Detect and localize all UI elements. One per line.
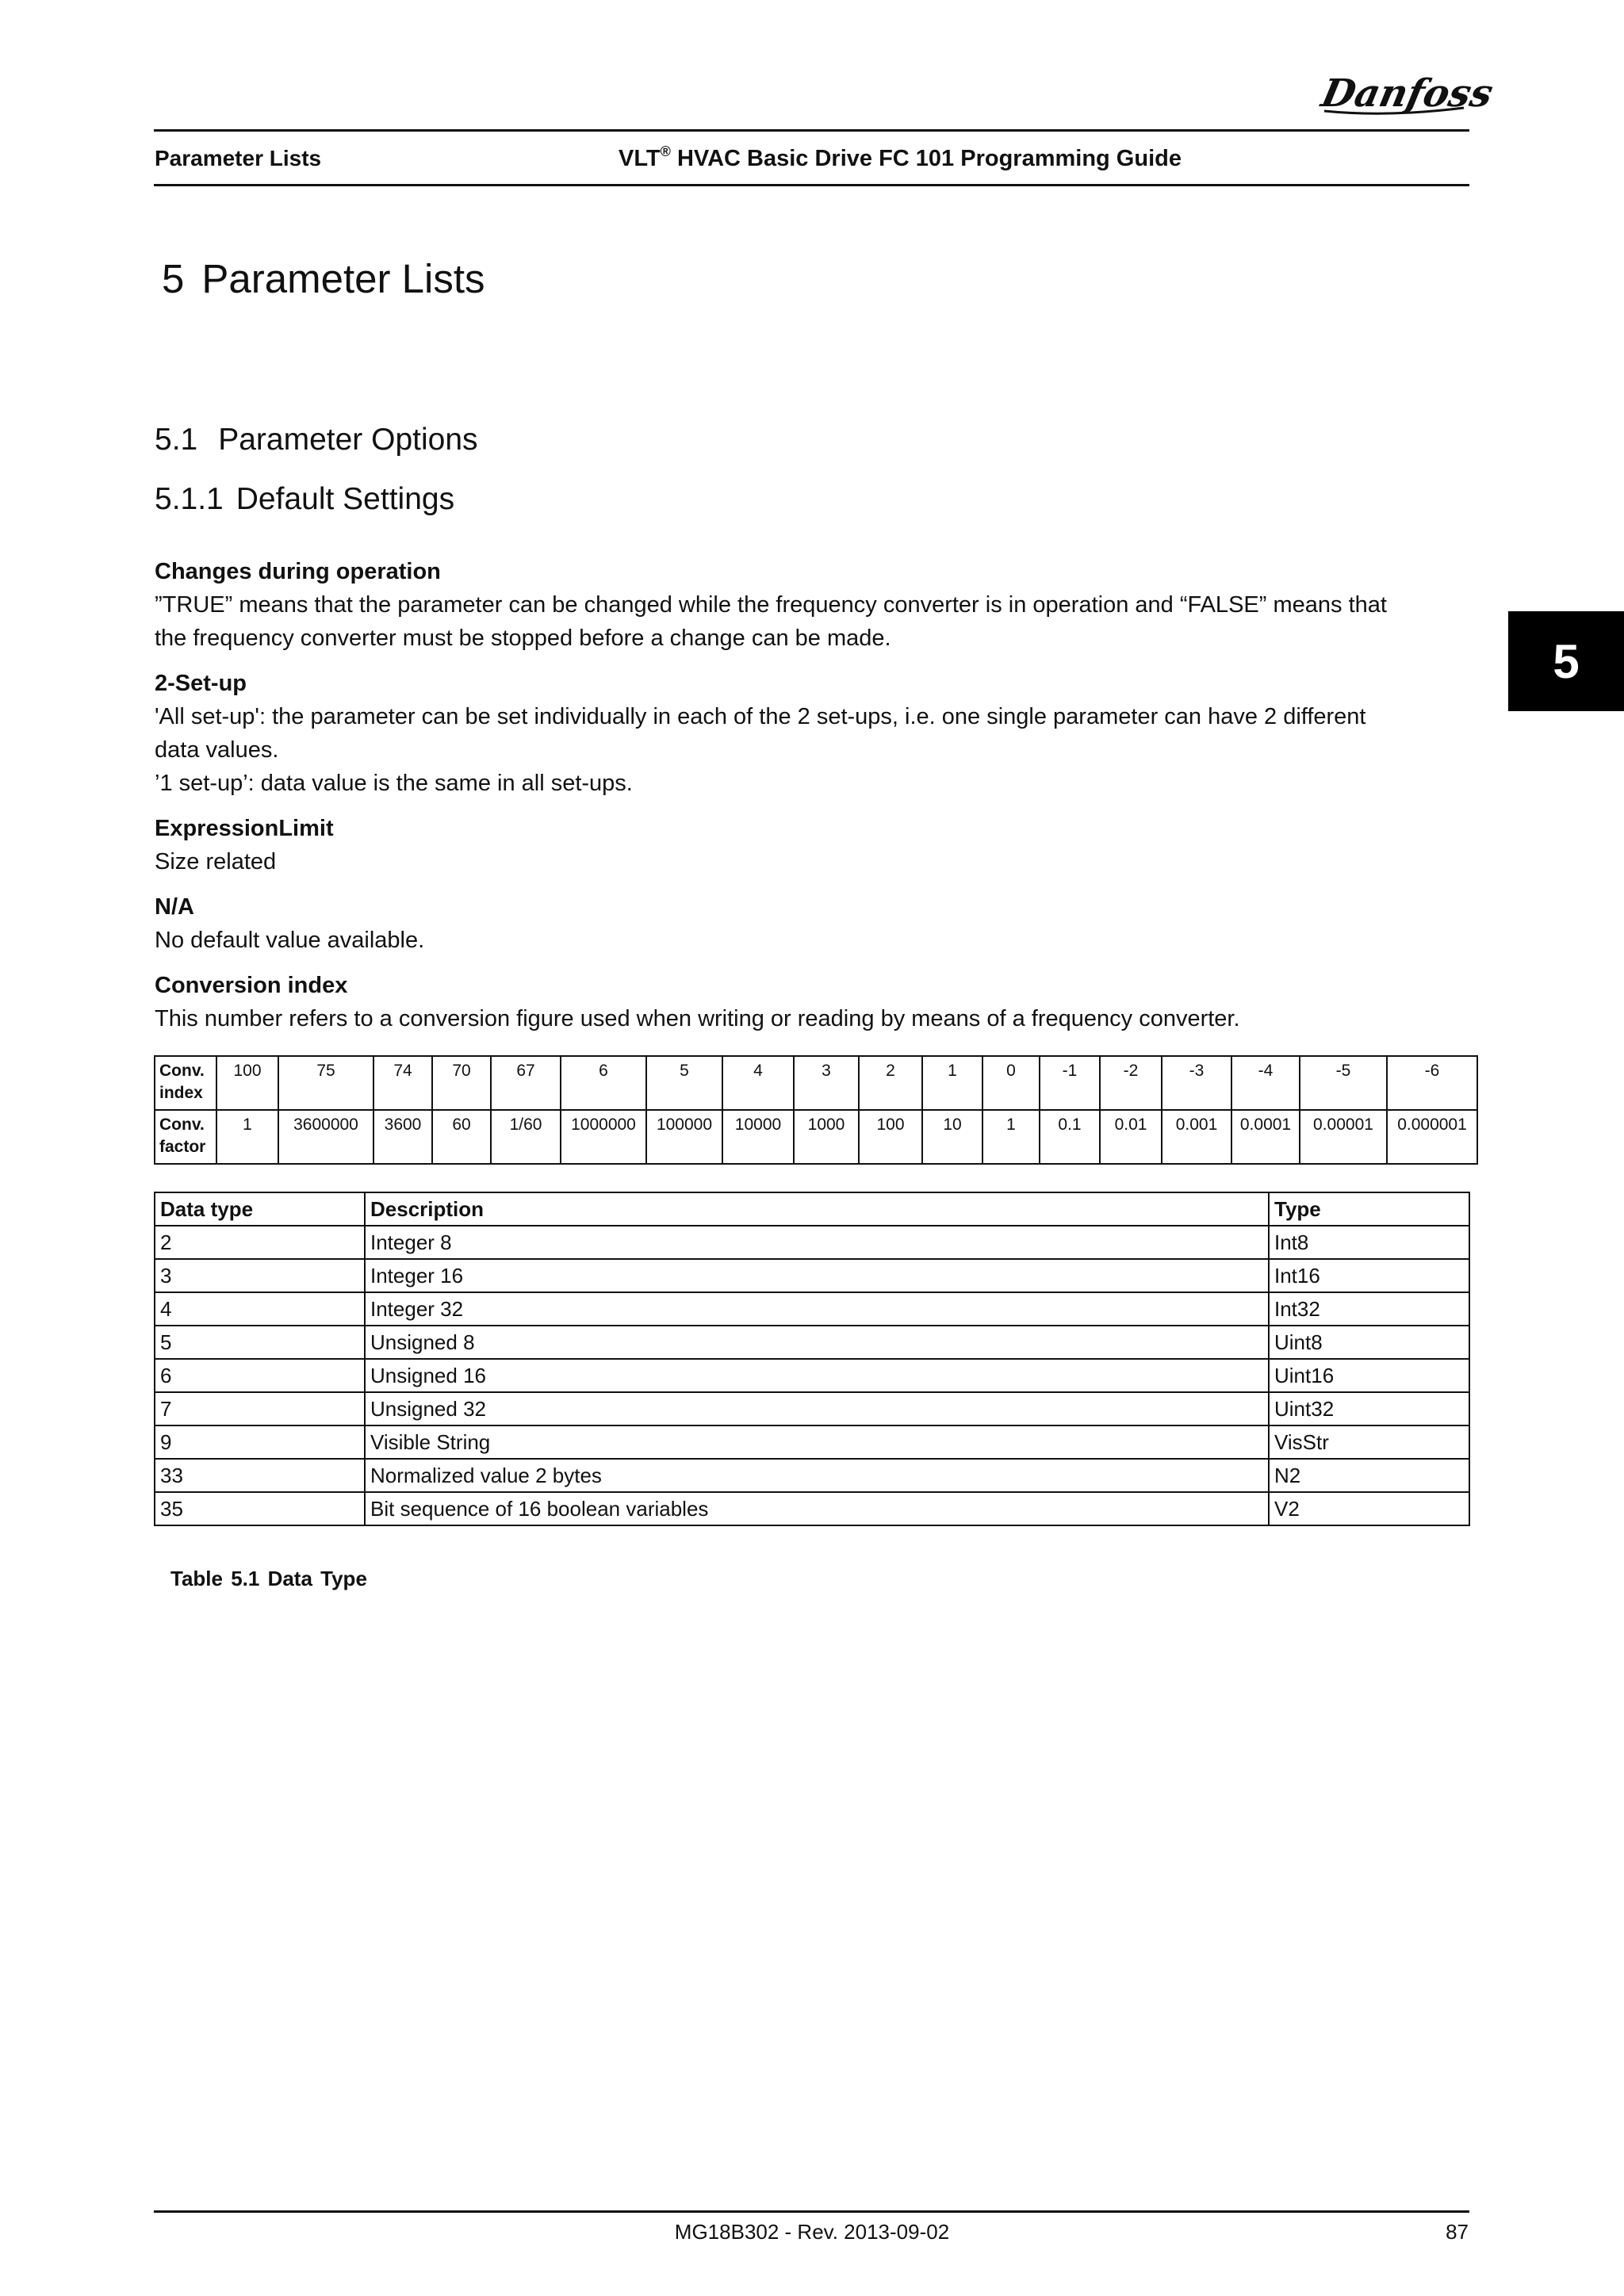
conversion-factor-cell: 1 <box>982 1110 1040 1164</box>
cell-type: VisStr <box>1269 1425 1469 1459</box>
conversion-index-cell: 74 <box>373 1056 432 1110</box>
cell-description: Integer 32 <box>365 1292 1269 1326</box>
chapter-thumb-tab: 5 <box>1508 611 1624 711</box>
row-header-line: index <box>159 1084 203 1102</box>
definition-line: 'All set-up': the parameter can be set individually in each of the 2 set-ups, i.e. one single parameter can have 2 different <box>155 704 1366 729</box>
conversion-index-cell: -6 <box>1387 1056 1477 1110</box>
cell-data-type: 6 <box>155 1359 365 1392</box>
column-header-type: Type <box>1269 1192 1469 1226</box>
cell-data-type: 2 <box>155 1226 365 1259</box>
conversion-factor-cell: 10 <box>922 1110 982 1164</box>
conversion-index-cell: -2 <box>1100 1056 1162 1110</box>
table-row <box>155 1459 1469 1492</box>
cell-data-type: 4 <box>155 1292 365 1326</box>
row-header <box>155 1056 216 1110</box>
table-row <box>155 1425 1469 1459</box>
conversion-index-cell: 100 <box>216 1056 278 1110</box>
conversion-index-cell: 1 <box>922 1056 982 1110</box>
cell-description: Integer 8 <box>365 1226 1269 1259</box>
conversion-index-cell: 6 <box>561 1056 646 1110</box>
row-header-line: Conv. <box>159 1062 205 1080</box>
cell-data-type: 5 <box>155 1326 365 1359</box>
table-row <box>155 1292 1469 1326</box>
conversion-factor-cell: 0.0001 <box>1231 1110 1300 1164</box>
table-row <box>155 1259 1469 1292</box>
cell-type: Uint16 <box>1269 1359 1469 1392</box>
conversion-factor-cell: 0.001 <box>1162 1110 1231 1164</box>
conversion-factor-cell: 60 <box>432 1110 491 1164</box>
definition-text <box>155 924 1439 957</box>
conversion-factor-cell: 0.000001 <box>1387 1110 1477 1164</box>
row-header-line: Conv. <box>159 1115 205 1134</box>
conversion-index-cell: -5 <box>1300 1056 1387 1110</box>
conversion-index-cell: 5 <box>646 1056 722 1110</box>
cell-type: Int16 <box>1269 1259 1469 1292</box>
table-row <box>155 1359 1469 1392</box>
conversion-factor-row <box>155 1110 1477 1164</box>
conversion-factor-cell: 3600000 <box>278 1110 373 1164</box>
danfoss-logo <box>1316 62 1497 121</box>
cell-data-type: 35 <box>155 1492 365 1525</box>
column-header-data-type: Data type <box>155 1192 365 1226</box>
conversion-index-cell: -1 <box>1040 1056 1100 1110</box>
cell-data-type: 33 <box>155 1459 365 1492</box>
cell-type: Int8 <box>1269 1226 1469 1259</box>
cell-description: Normalized value 2 bytes <box>365 1459 1269 1492</box>
cell-data-type: 7 <box>155 1392 365 1425</box>
cell-description: Unsigned 16 <box>365 1359 1269 1392</box>
definition-item <box>155 812 1439 878</box>
cell-description: Unsigned 8 <box>365 1326 1269 1359</box>
definition-line: the frequency converter must be stopped before a change can be made. <box>155 626 891 651</box>
cell-description: Integer 16 <box>365 1259 1269 1292</box>
conversion-factor-cell: 1000 <box>794 1110 859 1164</box>
definition-line: ’1 set-up’: data value is the same in all set-ups. <box>155 771 633 796</box>
conversion-index-cell: 70 <box>432 1056 491 1110</box>
cell-type: N2 <box>1269 1459 1469 1492</box>
footer-document-id: MG18B302 - Rev. 2013-09-02 <box>674 2220 950 2244</box>
definition-term: ExpressionLimit <box>155 816 334 841</box>
running-header-section: Parameter Lists <box>155 146 322 170</box>
conversion-factor-cell: 10000 <box>722 1110 794 1164</box>
chapter-title <box>162 255 485 302</box>
definitions-list <box>155 555 1439 1047</box>
definition-line: ”TRUE” means that the parameter can be changed while the frequency converter is in operation and “FALSE” means that <box>155 592 1387 618</box>
table-header-row <box>155 1192 1469 1226</box>
conversion-factor-cell: 0.1 <box>1040 1110 1100 1164</box>
table-row <box>155 1326 1469 1359</box>
subsection-number: 5.1.1 <box>155 482 224 516</box>
svg-text:Danfoss: Danfoss <box>1317 71 1497 116</box>
table-row <box>155 1492 1469 1525</box>
section-number: 5.1 <box>155 423 198 457</box>
cell-type: V2 <box>1269 1492 1469 1525</box>
definition-line: data values. <box>155 737 279 763</box>
conversion-index-cell: 2 <box>859 1056 922 1110</box>
data-type-table <box>154 1192 1470 1526</box>
footer-rule <box>154 2210 1469 2213</box>
header-rule <box>154 184 1469 186</box>
conversion-index-cell: 75 <box>278 1056 373 1110</box>
conversion-factor-cell: 0.01 <box>1100 1110 1162 1164</box>
definition-item <box>155 890 1439 957</box>
conversion-index-cell: 0 <box>982 1056 1040 1110</box>
definition-item <box>155 969 1439 1035</box>
conversion-factor-cell: 100000 <box>646 1110 722 1164</box>
conversion-index-cell: 67 <box>491 1056 561 1110</box>
definition-term: N/A <box>155 894 194 920</box>
conversion-factor-cell: 0.00001 <box>1300 1110 1387 1164</box>
cell-description: Unsigned 32 <box>365 1392 1269 1425</box>
cell-type: Uint8 <box>1269 1326 1469 1359</box>
page-number: 87 <box>1446 2220 1469 2244</box>
cell-type: Uint32 <box>1269 1392 1469 1425</box>
definition-text <box>155 845 1439 878</box>
guide-title-rest: HVAC Basic Drive FC 101 Programming Guide <box>670 146 1182 171</box>
subsection-title-text: Default Settings <box>236 482 455 516</box>
definition-item <box>155 555 1439 655</box>
row-header <box>155 1110 216 1164</box>
column-header-description: Description <box>365 1192 1269 1226</box>
definition-line: This number refers to a conversion figure used when writing or reading by means of a frequency converter. <box>155 1006 1240 1031</box>
cell-type: Int32 <box>1269 1292 1469 1326</box>
definition-text <box>155 700 1439 800</box>
definition-term: Conversion index <box>155 973 348 998</box>
chapter-number: 5 <box>162 256 185 301</box>
guide-prefix: VLT <box>619 146 661 171</box>
definition-item <box>155 667 1439 800</box>
section-title-text: Parameter Options <box>218 423 478 457</box>
cell-data-type: 3 <box>155 1259 365 1292</box>
conversion-factor-cell: 1/60 <box>491 1110 561 1164</box>
subsection-heading <box>155 482 454 517</box>
cell-data-type: 9 <box>155 1425 365 1459</box>
conversion-index-row <box>155 1056 1477 1110</box>
definition-term: Changes during operation <box>155 559 441 584</box>
header-rule <box>154 129 1469 132</box>
conversion-factor-cell: 1 <box>216 1110 278 1164</box>
registered-mark: ® <box>660 144 671 159</box>
conversion-factor-cell: 3600 <box>373 1110 432 1164</box>
conversion-factor-cell: 100 <box>859 1110 922 1164</box>
table-row <box>155 1226 1469 1259</box>
chapter-title-text: Parameter Lists <box>201 256 485 301</box>
conversion-table <box>154 1055 1478 1165</box>
cell-description: Visible String <box>365 1425 1269 1459</box>
definition-text <box>155 588 1439 655</box>
section-heading <box>155 423 478 457</box>
cell-description: Bit sequence of 16 boolean variables <box>365 1492 1269 1525</box>
conversion-index-cell: 4 <box>722 1056 794 1110</box>
conversion-factor-cell: 1000000 <box>561 1110 646 1164</box>
definition-term: 2-Set-up <box>155 671 247 696</box>
conversion-index-cell: -3 <box>1162 1056 1231 1110</box>
definition-line: Size related <box>155 849 277 874</box>
row-header-line: factor <box>159 1138 206 1156</box>
table-row <box>155 1392 1469 1425</box>
definition-text <box>155 1002 1439 1035</box>
running-header-guide-title <box>619 146 1182 172</box>
table-caption: Table 5.1 Data Type <box>170 1567 367 1590</box>
conversion-index-cell: 3 <box>794 1056 859 1110</box>
conversion-index-cell: -4 <box>1231 1056 1300 1110</box>
definition-line: No default value available. <box>155 928 425 953</box>
